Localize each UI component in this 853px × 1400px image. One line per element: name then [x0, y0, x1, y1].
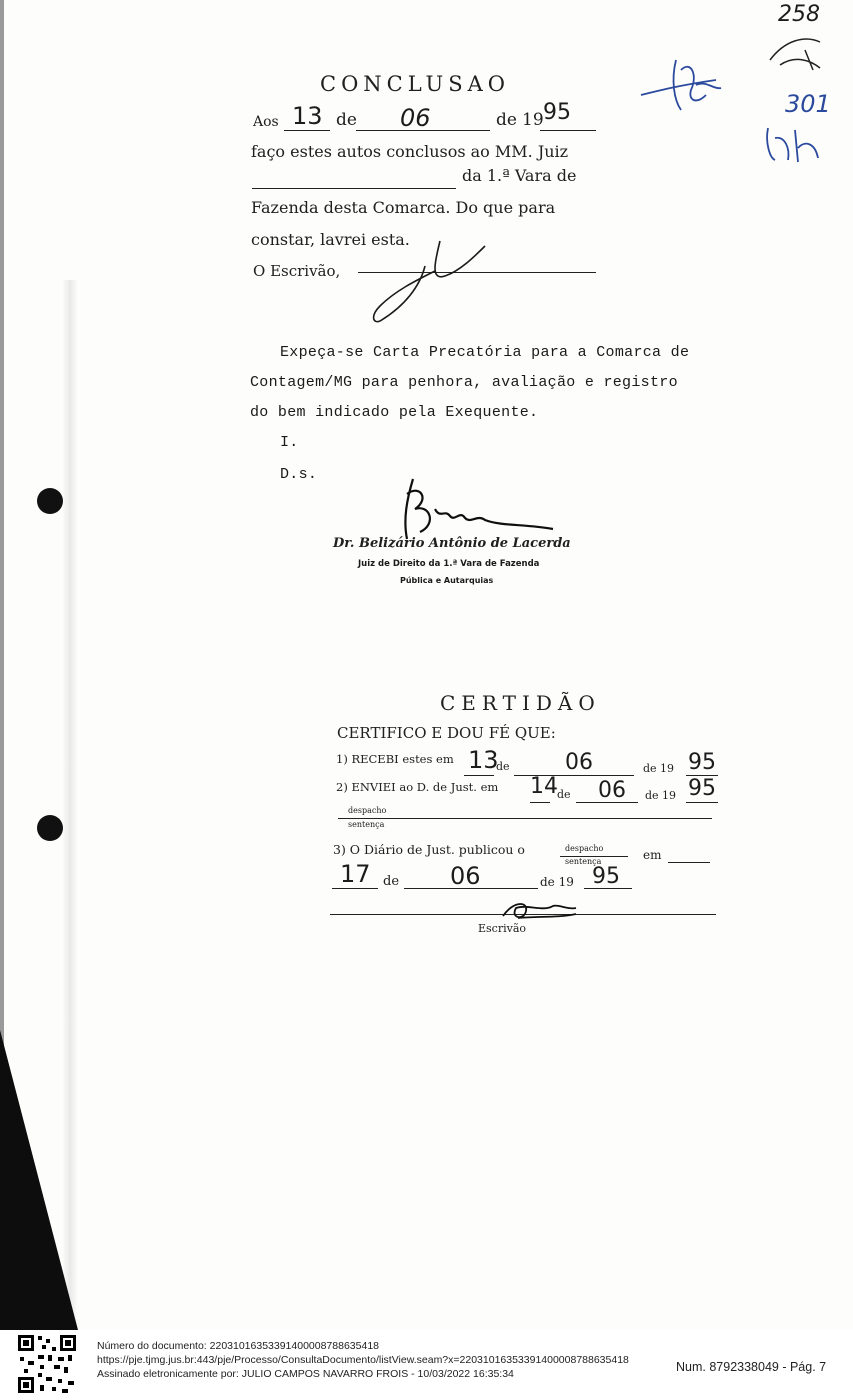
despacho-line3: do bem indicado pela Exequente.: [250, 404, 539, 421]
certidao-item1-label: 1) RECEBI estes em: [336, 752, 454, 766]
conclusao-escrivao-label: O Escrivão,: [253, 262, 341, 280]
qr-code-icon: [16, 1333, 78, 1395]
certidao-title: CERTIDÃO: [440, 691, 601, 715]
certidao-item2-day: 14: [530, 774, 558, 799]
certidao-item3-day: 17: [340, 860, 371, 888]
initials-signature-icon: [765, 30, 835, 75]
certidao-option-sentenca: sentença: [348, 820, 385, 829]
certidao-item1-day: 13: [468, 746, 499, 774]
certidao-item3-month: 06: [450, 862, 481, 890]
conclusao-de-label: de: [336, 110, 357, 130]
conclusao-title: CONCLUSAO: [320, 72, 510, 96]
conclusao-day: 13: [292, 102, 323, 130]
certidao-item3-option-sentenca: sentença: [565, 857, 602, 866]
certidao-item3-de: de: [383, 874, 400, 889]
judge-name: Dr. Belizário Antônio de Lacerda: [333, 536, 571, 551]
certidao-item1-de: de: [496, 760, 510, 773]
certidao-item2-de2: de 19: [645, 789, 677, 802]
certidao-item2-month: 06: [598, 778, 626, 803]
footer-url[interactable]: https://pje.tjmg.jus.br:443/pje/Processo/ConsultaDocumento/listView.seam?x=22031016353391400008788635418: [97, 1354, 629, 1366]
conclusao-line4: Fazenda desta Comarca. Do que para: [251, 198, 556, 217]
conclusao-line5: constar, lavrei esta.: [251, 230, 410, 249]
footer-page-reference: Num. 8792338049 - Pág. 7: [676, 1360, 827, 1374]
certidao-item3-label: 3) O Diário de Just. publicou o: [333, 842, 525, 857]
conclusao-month: 06: [400, 104, 431, 132]
conclusao-aos-label: Aos: [253, 114, 279, 130]
certidao-item1-year: 95: [688, 750, 716, 775]
conclusao-year-prefix: 19: [522, 110, 544, 130]
folio-number-handwritten: 301: [785, 90, 831, 118]
conclusao-de2-label: de: [496, 110, 517, 130]
despacho-line4: I.: [280, 434, 299, 451]
punch-hole-icon: [37, 488, 63, 514]
conclusao-line3: da 1.ª Vara de: [462, 166, 577, 185]
certidao-option-despacho: despacho: [348, 806, 387, 815]
footer-document-number: Número do documento: 22031016353391400008788635418: [97, 1340, 379, 1352]
conclusao-year: 95: [543, 100, 571, 125]
despacho-line1: Expeça-se Carta Precatória para a Comarca de: [280, 344, 690, 361]
scanner-corner-shadow: [0, 1030, 80, 1330]
escrivao-signature-icon: [365, 236, 495, 328]
certidao-item1-month: 06: [565, 750, 593, 775]
despacho-line2: Contagem/MG para penhora, avaliação e registro: [250, 374, 678, 391]
page-number-handwritten: 258: [778, 2, 820, 27]
judge-title-line1: Juiz de Direito da 1.ª Vara de Fazenda: [358, 559, 540, 569]
blue-initials-icon: [760, 118, 830, 168]
certidao-item1-de2: de 19: [643, 762, 675, 775]
certidao-item2-label: 2) ENVIEI ao D. de Just. em: [336, 780, 499, 794]
certidao-escrivao-label: Escrivão: [478, 922, 527, 935]
punch-hole-icon: [37, 815, 63, 841]
certidao-item2-de: de: [557, 788, 571, 801]
certidao-item3-option-despacho: despacho: [565, 844, 604, 853]
blue-rubric-icon: [636, 50, 726, 120]
conclusao-line2: faço estes autos conclusos ao MM. Juiz: [251, 142, 569, 161]
footer-signed-by: Assinado eletronicamente por: JULIO CAMPOS NAVARRO FROIS - 10/03/2022 16:35:34: [97, 1368, 514, 1380]
certidao-subtitle: CERTIFICO E DOU FÉ QUE:: [337, 724, 556, 742]
judge-title-line2: Pública e Autarquias: [400, 576, 494, 585]
despacho-line5: D.s.: [280, 466, 318, 483]
certidao-item3-em: em: [643, 848, 662, 862]
certidao-item3-de2: de 19: [540, 875, 574, 889]
certidao-item2-year: 95: [688, 776, 716, 801]
certidao-item3-year: 95: [592, 864, 620, 889]
